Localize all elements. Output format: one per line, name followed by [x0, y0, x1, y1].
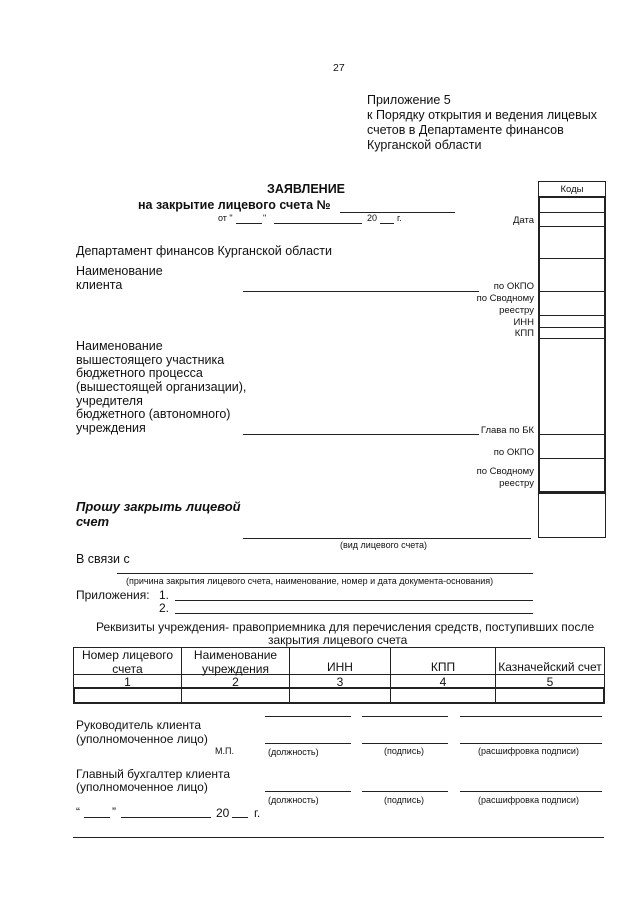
superior-label-1: Наименование	[76, 339, 163, 353]
superior-label-5: учредителя	[76, 394, 143, 408]
head-signature-caption: (подпись)	[384, 746, 425, 756]
codes-row-divider	[538, 212, 606, 213]
bottom-date-open-quote: “	[76, 805, 80, 819]
codes-row-divider	[538, 315, 606, 316]
accountant-decoding-caption: (расшифровка подписи)	[478, 795, 579, 805]
accountant-signature-caption: (подпись)	[384, 795, 425, 805]
attachment-item-2: 2.	[159, 601, 170, 615]
accountant-position-line[interactable]	[265, 791, 351, 792]
codes-row-divider	[538, 338, 606, 339]
account-type-line[interactable]	[243, 538, 531, 539]
department-name: Департамент финансов Курганской области	[76, 244, 332, 258]
codes-row-divider	[538, 226, 606, 227]
client-name-line[interactable]	[243, 291, 479, 292]
bottom-rule	[73, 837, 604, 838]
codes-svod-label-2: реестру	[499, 305, 534, 316]
head-position-line[interactable]	[265, 743, 351, 744]
date-from-label: от "	[218, 213, 233, 223]
stamp-label: М.П.	[215, 746, 234, 756]
form-title: ЗАЯВЛЕНИЕ	[267, 182, 346, 196]
accountant-decoding-line[interactable]	[460, 791, 602, 792]
codes-inn-label: ИНН	[513, 317, 534, 328]
reason-caption: (причина закрытия лицевого счета, наименование, номер и дата документа-основания)	[126, 576, 494, 586]
head-decoding-line[interactable]	[460, 743, 602, 744]
date-year-prefix: 20	[367, 213, 378, 223]
table-header-institution-name: Наименование учреждения	[193, 648, 278, 676]
head-decoding-caption: (расшифровка подписи)	[478, 746, 579, 756]
account-type-code-box[interactable]	[538, 493, 606, 538]
codes-okpo2-label: по ОКПО	[493, 447, 534, 458]
accountant-signature-line[interactable]	[362, 791, 448, 792]
accountant-position-caption: (должность)	[268, 795, 319, 805]
table-header-treasury-account: Казначейский счет	[498, 660, 602, 674]
superior-label-4: (вышестоящей организации),	[76, 380, 247, 394]
bottom-date-day-line[interactable]	[84, 817, 110, 818]
attachment-item-1: 1.	[159, 588, 170, 602]
table-header-inn: ИНН	[327, 660, 353, 674]
reason-label: В связи с	[76, 552, 130, 566]
codes-row-divider	[538, 327, 606, 328]
table-data-divider	[495, 687, 496, 704]
client-label-2: клиента	[76, 278, 123, 292]
bottom-date-close-quote: ”	[112, 805, 116, 819]
table-data-divider	[289, 687, 290, 704]
head-position-top-line	[265, 716, 351, 717]
bottom-date-year-suffix: г.	[254, 806, 261, 820]
request-line-2: счет	[76, 514, 110, 529]
table-data-divider	[390, 687, 391, 704]
head-decoding-top-line	[460, 716, 602, 717]
attachment-line-1[interactable]	[175, 600, 533, 601]
codes-frame	[538, 196, 606, 493]
table-header-account-number: Номер лицевого счета	[81, 648, 174, 676]
codes-header: Коды	[560, 184, 584, 195]
codes-svod-label-1: по Сводному	[476, 293, 534, 304]
bottom-date-month-line[interactable]	[121, 817, 211, 818]
bottom-date-year-prefix: 20	[216, 806, 230, 820]
superior-name-line[interactable]	[243, 434, 479, 435]
table-col-number-3: 3	[336, 675, 344, 689]
head-position-caption: (должность)	[268, 747, 319, 757]
codes-glava-bk-label: Глава по БК	[480, 425, 534, 436]
superior-label-6: бюджетного (автономного)	[76, 407, 231, 421]
appendix-line-1: Приложение 5	[367, 93, 451, 107]
table-col-number-2: 2	[232, 675, 239, 689]
bottom-date-year-line[interactable]	[232, 817, 248, 818]
table-col-number-5: 5	[546, 675, 554, 689]
accountant-label-1: Главный бухгалтер клиента	[76, 767, 231, 781]
codes-row-divider	[538, 258, 606, 259]
date-day-line[interactable]	[236, 223, 262, 224]
client-label-1: Наименование	[76, 264, 163, 278]
table-data-row	[73, 687, 605, 704]
superior-label-2: вышестоящего участника	[76, 353, 225, 367]
attachments-label: Приложения:	[76, 588, 150, 602]
codes-row-divider	[538, 458, 606, 459]
head-label-2: (уполномоченное лицо)	[76, 732, 208, 746]
attachment-line-2[interactable]	[175, 613, 533, 614]
table-header-kpp: КПП	[430, 660, 456, 674]
head-label-1: Руководитель клиента	[76, 718, 202, 732]
codes-date-label: Дата	[512, 215, 534, 226]
form-subtitle: на закрытие лицевого счета №	[138, 198, 331, 212]
appendix-line-2: к Порядку открытия и ведения лицевых	[367, 108, 597, 122]
codes-okpo-label: по ОКПО	[493, 281, 534, 292]
table-data-divider	[181, 687, 182, 704]
codes-svod2-label-2: реестру	[499, 478, 534, 489]
codes-row-divider	[538, 291, 606, 292]
date-month-line[interactable]	[274, 223, 362, 224]
head-signature-top-line	[362, 716, 448, 717]
superior-label-7: учреждения	[76, 421, 146, 435]
codes-row-divider	[538, 434, 606, 435]
requisites-title-2: закрытия лицевого счета	[268, 633, 408, 647]
date-year-suffix: г.	[397, 213, 402, 223]
appendix-line-3: счетов в Департаменте финансов	[367, 123, 564, 137]
requisites-title-1: Реквизиты учреждения- правоприемника для перечисления средств, поступивших после	[96, 620, 595, 634]
account-type-caption: (вид лицевого счета)	[340, 540, 427, 550]
accountant-label-2: (уполномоченное лицо)	[76, 780, 208, 794]
codes-kpp-label: КПП	[514, 328, 534, 339]
date-year-line[interactable]	[380, 223, 394, 224]
table-col-number-4: 4	[439, 675, 447, 689]
superior-label-3: бюджетного процесса	[76, 366, 203, 380]
table-col-number-1: 1	[124, 675, 131, 689]
appendix-line-4: Курганской области	[367, 138, 482, 152]
page-number: 27	[333, 62, 345, 74]
date-close-quote: "	[263, 213, 267, 223]
head-signature-line[interactable]	[362, 743, 448, 744]
codes-svod2-label-1: по Сводному	[476, 466, 534, 477]
request-line-1: Прошу закрыть лицевой	[76, 499, 241, 514]
reason-line[interactable]	[117, 573, 533, 574]
